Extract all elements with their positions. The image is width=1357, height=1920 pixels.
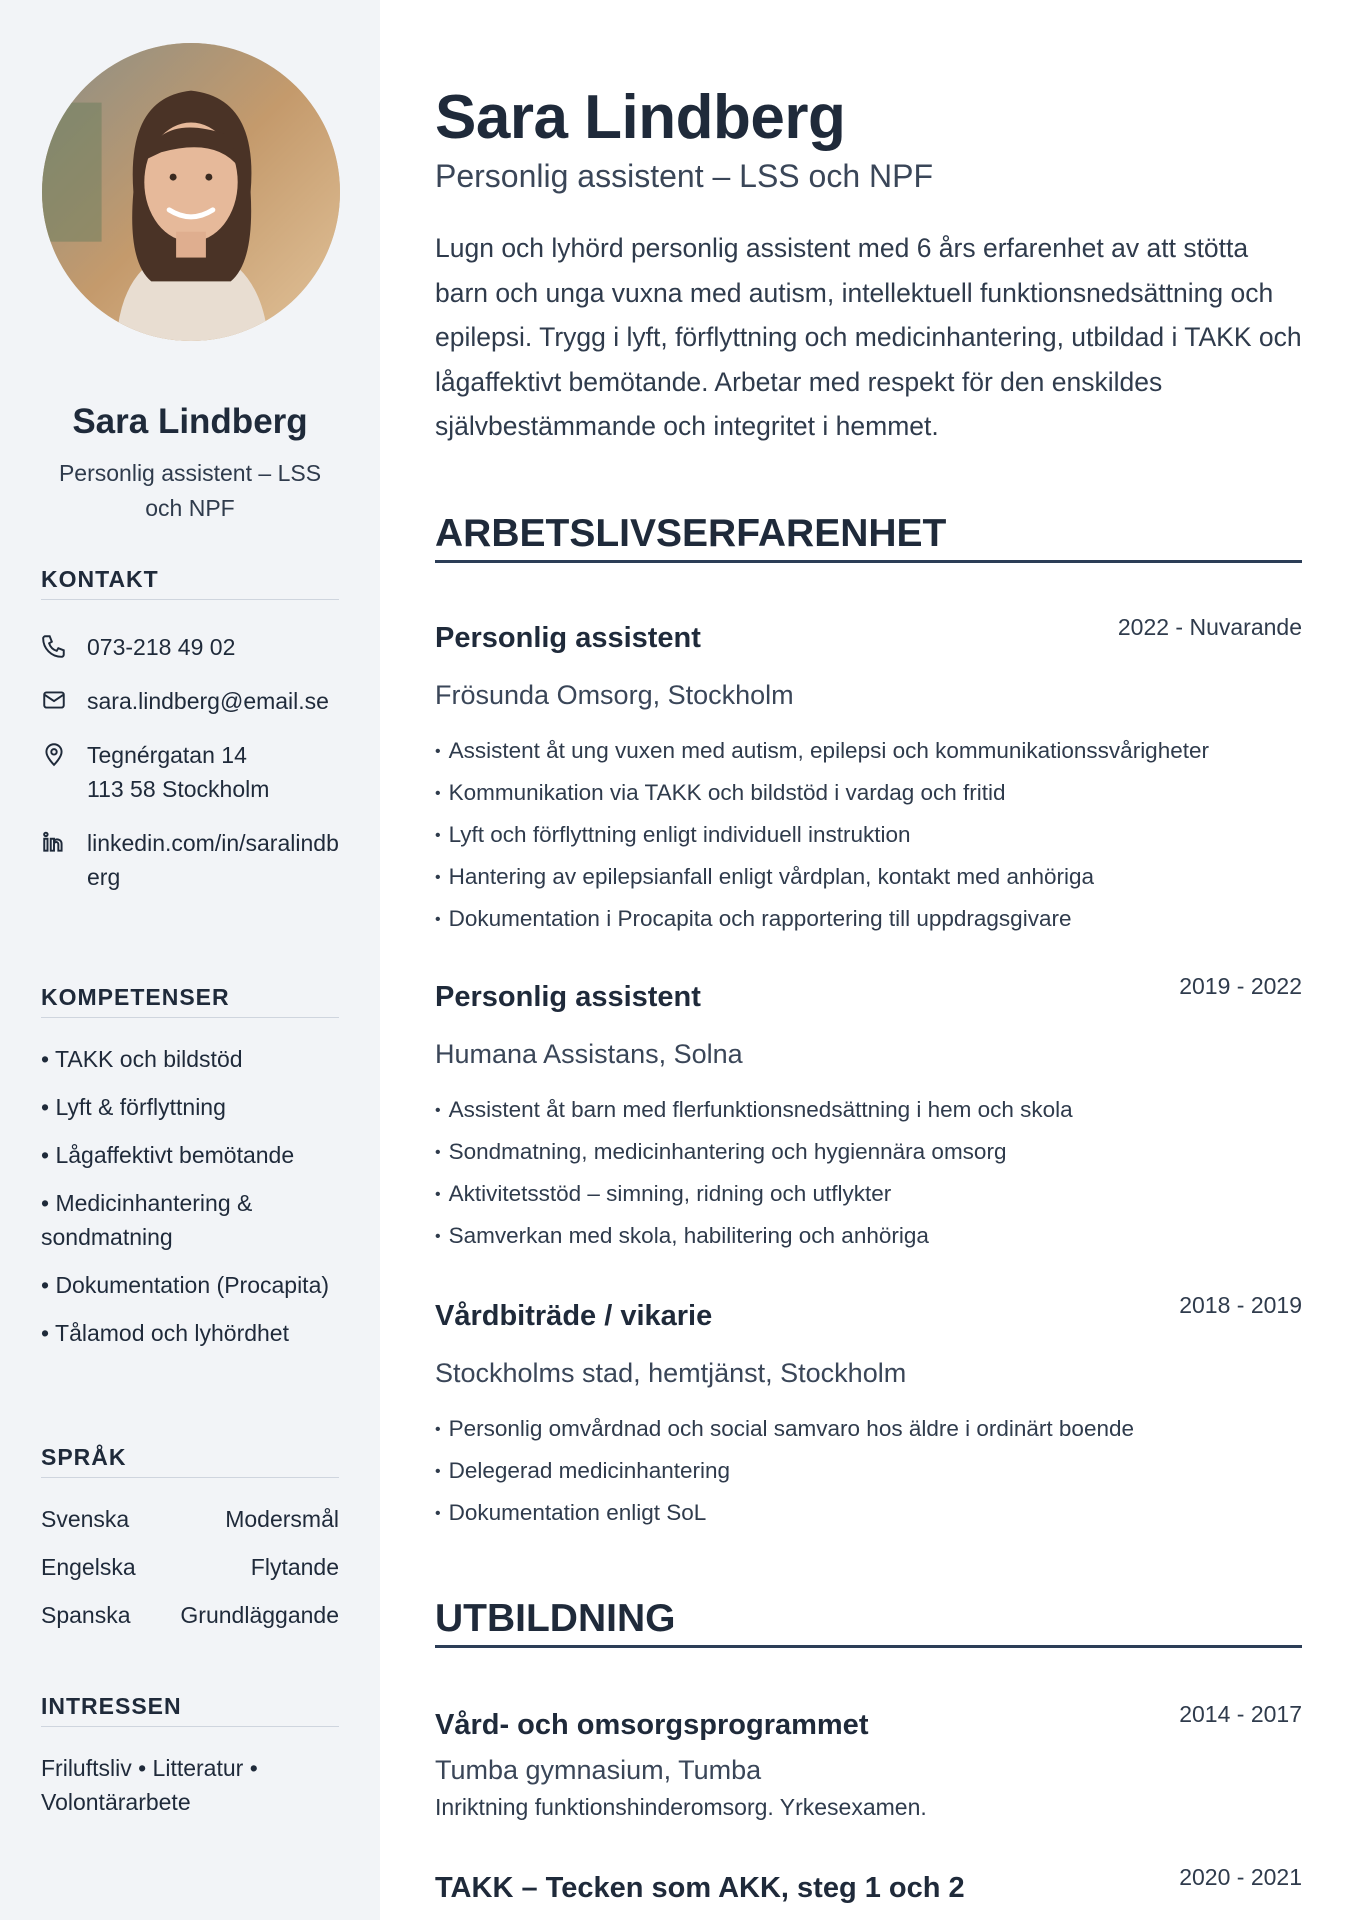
phone-number[interactable]: 073-218 49 02 bbox=[87, 634, 236, 660]
languages-heading: SPRÅK bbox=[41, 1444, 339, 1478]
interests-section bbox=[41, 1693, 339, 1819]
contact-email bbox=[41, 684, 339, 718]
sidebar bbox=[0, 0, 380, 1920]
location-pin-icon bbox=[41, 738, 87, 772]
job-bullet: • Delegerad medicinhantering bbox=[435, 1451, 1302, 1493]
skill-item: • Medicinhantering & sondmatning bbox=[41, 1190, 253, 1250]
job-title: Personlig assistent – LSS och NPF bbox=[435, 158, 934, 194]
skill-item: • Lyft & förflyttning bbox=[41, 1094, 226, 1120]
address-line-2: 113 58 Stockholm bbox=[87, 776, 270, 802]
languages-section bbox=[41, 1444, 339, 1646]
job-entry bbox=[435, 973, 1302, 1258]
job-bullet: • Kommunikation via TAKK och bildstöd i vardag och fritid bbox=[435, 773, 1302, 815]
language-name: Engelska bbox=[41, 1554, 136, 1580]
job-bullet-list bbox=[435, 731, 1302, 941]
language-row bbox=[41, 1598, 339, 1632]
skills-heading: KOMPETENSER bbox=[41, 984, 339, 1018]
interests-text: Friluftsliv • Litteratur • Volontärarbete bbox=[41, 1755, 258, 1815]
job-entry bbox=[435, 1292, 1302, 1535]
job-bullet-list bbox=[435, 1409, 1302, 1535]
sidebar-name: Sara Lindberg bbox=[72, 402, 308, 441]
education-dates: 2020 - 2021 bbox=[1179, 1864, 1302, 1890]
email-address[interactable]: sara.lindberg@email.se bbox=[87, 688, 329, 714]
job-role: Vårdbiträde / vikarie bbox=[435, 1300, 713, 1332]
experience-heading: ARBETSLIVSERFARENHET bbox=[435, 512, 1302, 563]
contact-phone bbox=[41, 630, 339, 664]
language-level: Modersmål bbox=[225, 1506, 339, 1532]
language-name: Svenska bbox=[41, 1506, 130, 1532]
job-bullet: • Sondmatning, medicinhantering och hygiennära omsorg bbox=[435, 1132, 1302, 1174]
skill-item: • Dokumentation (Procapita) bbox=[41, 1272, 330, 1298]
phone-icon bbox=[41, 630, 87, 664]
address bbox=[87, 738, 269, 806]
sidebar-title: Personlig assistent – LSS och NPF bbox=[58, 460, 322, 521]
job-bullet-list bbox=[435, 1090, 1302, 1258]
job-organization: Stockholms stad, hemtjänst, Stockholm bbox=[435, 1358, 907, 1388]
education-entry bbox=[435, 1864, 1302, 1912]
job-bullet: • Samverkan med skola, habilitering och anhöriga bbox=[435, 1216, 1302, 1258]
education-program: TAKK – Tecken som AKK, steg 1 och 2 bbox=[435, 1872, 965, 1904]
contact-section bbox=[41, 566, 339, 894]
job-organization: Humana Assistans, Solna bbox=[435, 1039, 743, 1069]
job-bullet: • Assistent åt ung vuxen med autism, epilepsi och kommunikationssvårigheter bbox=[435, 731, 1302, 773]
language-row bbox=[41, 1502, 339, 1536]
language-row bbox=[41, 1550, 339, 1584]
skill-item: • Tålamod och lyhördhet bbox=[41, 1320, 289, 1346]
language-name: Spanska bbox=[41, 1602, 131, 1628]
job-bullet: • Personlig omvårdnad och social samvaro hos äldre i ordinärt boende bbox=[435, 1409, 1302, 1451]
job-bullet: • Assistent åt barn med flerfunktionsnedsättning i hem och skola bbox=[435, 1090, 1302, 1132]
education-program: Vård- och omsorgsprogrammet bbox=[435, 1709, 869, 1741]
page-title: Sara Lindberg bbox=[435, 83, 846, 152]
skill-item: • Lågaffektivt bemötande bbox=[41, 1142, 295, 1168]
linkedin-icon bbox=[41, 826, 87, 860]
contact-linkedin bbox=[41, 826, 339, 894]
job-role: Personlig assistent bbox=[435, 622, 701, 654]
education-entry bbox=[435, 1701, 1302, 1821]
job-organization: Frösunda Omsorg, Stockholm bbox=[435, 680, 794, 710]
language-level: Grundläggande bbox=[180, 1602, 339, 1628]
interests-heading: INTRESSEN bbox=[41, 1693, 339, 1727]
linkedin-url[interactable]: linkedin.com/in/saralindberg bbox=[87, 830, 339, 890]
address-line-1: Tegnérgatan 14 bbox=[87, 742, 247, 768]
job-bullet: • Dokumentation enligt SoL bbox=[435, 1493, 1302, 1535]
profile-photo-image bbox=[42, 43, 340, 341]
education-note: Inriktning funktionshinderomsorg. Yrkesexamen. bbox=[435, 1794, 927, 1820]
education-school: Tumba gymnasium, Tumba bbox=[435, 1755, 762, 1785]
job-dates: 2018 - 2019 bbox=[1179, 1292, 1302, 1318]
skills-section bbox=[41, 984, 339, 1364]
job-bullet: • Dokumentation i Procapita och rapportering till uppdragsgivare bbox=[435, 899, 1302, 941]
job-dates: 2019 - 2022 bbox=[1179, 973, 1302, 999]
profile-photo bbox=[42, 43, 340, 341]
contact-address bbox=[41, 738, 339, 806]
job-bullet: • Hantering av epilepsianfall enligt vårdplan, kontakt med anhöriga bbox=[435, 857, 1302, 899]
language-level: Flytande bbox=[250, 1554, 339, 1580]
contact-heading: KONTAKT bbox=[41, 566, 339, 600]
skill-item: • TAKK och bildstöd bbox=[41, 1046, 243, 1072]
job-bullet: • Aktivitetsstöd – simning, ridning och utflykter bbox=[435, 1174, 1302, 1216]
mail-icon bbox=[41, 684, 87, 718]
job-entry bbox=[435, 614, 1302, 941]
education-dates: 2014 - 2017 bbox=[1179, 1701, 1302, 1727]
job-dates: 2022 - Nuvarande bbox=[1117, 614, 1302, 640]
job-bullet: • Lyft och förflyttning enligt individuell instruktion bbox=[435, 815, 1302, 857]
profile-summary: Lugn och lyhörd personlig assistent med 6 års erfarenhet av att stötta barn och unga vuxna med autism, intellektuell funktionsnedsättning och epilepsi. Trygg i lyft, förflyttning och medicinhantering, utbildad i TAKK och lågaffektivt bemötande. Arbetar med respekt för den enskildes självbestämmande och integritet i hemmet. bbox=[435, 233, 1302, 441]
job-role: Personlig assistent bbox=[435, 981, 701, 1013]
education-heading: UTBILDNING bbox=[435, 1597, 1302, 1648]
